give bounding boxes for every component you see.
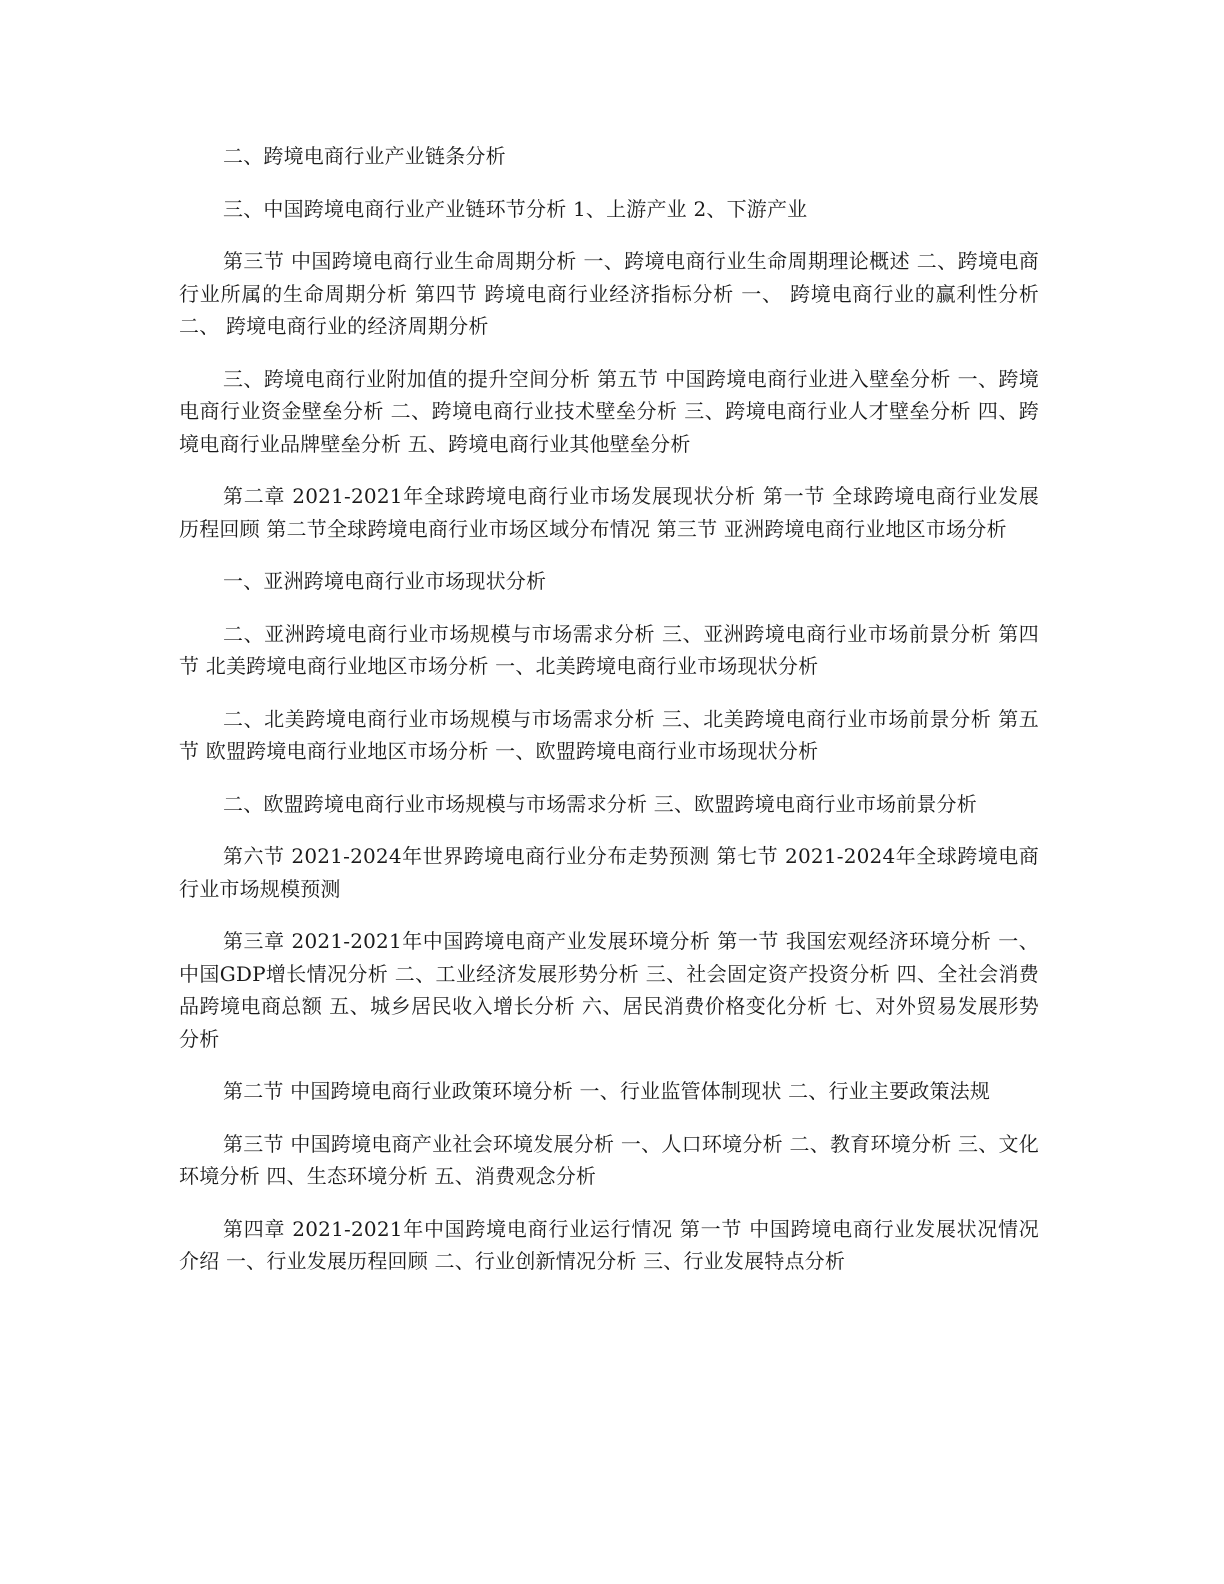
paragraph: 第三章 2021-2021年中国跨境电商产业发展环境分析 第一节 我国宏观经济环境分析 一、中国GDP增长情况分析 二、工业经济发展形势分析 三、社会固定资产投资分析 四、全社会消费品跨境电商总额 五、城乡居民收入增长分析 六、居民消费价格变化分析 七、对外贸易发展形势分析 <box>179 929 1039 1051</box>
paragraph: 第二节 中国跨境电商行业政策环境分析 一、行业监管体制现状 二、行业主要政策法规 <box>223 1079 991 1103</box>
paragraph: 二、欧盟跨境电商行业市场规模与市场需求分析 三、欧盟跨境电商行业市场前景分析 <box>223 791 977 816</box>
paragraph: 二、亚洲跨境电商行业市场规模与市场需求分析 三、亚洲跨境电商行业市场前景分析 第四节 北美跨境电商行业地区市场分析 一、北美跨境电商行业市场现状分析 <box>179 621 1039 678</box>
document-body <box>179 140 1039 1298</box>
paragraph: 第三节 中国跨境电商行业生命周期分析 一、跨境电商行业生命周期理论概述 二、跨境电商行业所属的生命周期分析 第四节 跨境电商行业经济指标分析 一、 跨境电商行业的赢利性分析 二、 跨境电商行业的经济周期分析 <box>179 249 1039 338</box>
paragraph: 三、中国跨境电商行业产业链环节分析 1、上游产业 2、下游产业 <box>223 196 808 221</box>
paragraph: 第三节 中国跨境电商产业社会环境发展分析 一、人口环境分析 二、教育环境分析 三、文化环境分析 四、生态环境分析 五、消费观念分析 <box>179 1131 1039 1188</box>
paragraph: 二、跨境电商行业产业链条分析 <box>223 144 506 168</box>
paragraph: 一、亚洲跨境电商行业市场现状分析 <box>223 569 547 593</box>
paragraph: 第四章 2021-2021年中国跨境电商行业运行情况 第一节 中国跨境电商行业发展状况情况介绍 一、行业发展历程回顾 二、行业创新情况分析 三、行业发展特点分析 <box>179 1216 1039 1273</box>
paragraph: 二、北美跨境电商行业市场规模与市场需求分析 三、北美跨境电商行业市场前景分析 第五节 欧盟跨境电商行业地区市场分析 一、欧盟跨境电商行业市场现状分析 <box>179 706 1039 763</box>
paragraph: 三、跨境电商行业附加值的提升空间分析 第五节 中国跨境电商行业进入壁垒分析 一、跨境电商行业资金壁垒分析 二、跨境电商行业技术壁垒分析 三、跨境电商行业人才壁垒分析 四、跨境电商行业品牌壁垒分析 五、跨境电商行业其他壁垒分析 <box>179 366 1039 456</box>
paragraph: 第六节 2021-2024年世界跨境电商行业分布走势预测 第七节 2021-2024年全球跨境电商行业市场规模预测 <box>179 844 1039 901</box>
paragraph: 第二章 2021-2021年全球跨境电商行业市场发展现状分析 第一节 全球跨境电商行业发展历程回顾 第二节全球跨境电商行业市场区域分布情况 第三节 亚洲跨境电商行业地区市场分析 <box>179 484 1039 541</box>
